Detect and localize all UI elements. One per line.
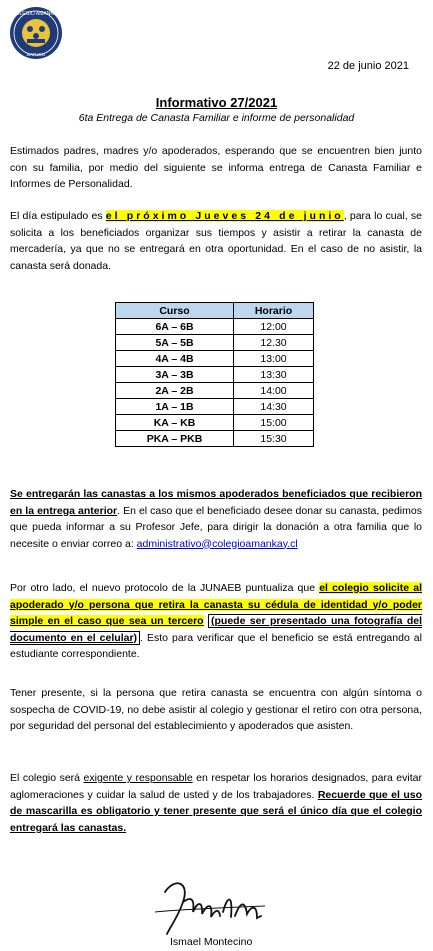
header-horario: Horario <box>234 303 314 319</box>
signature-image <box>145 872 275 942</box>
paragraph-junaeb <box>10 580 422 663</box>
date-rest-text: , para lo cual, se solicita a los beneficiados organizar sus tiempos y asistir a retirar la canasta de mercadería, ya que no se entregará en otra oportunidad. En el caso de no asistir, la canasta será donada. <box>10 210 423 272</box>
table-row <box>116 335 314 351</box>
schedule-header-row <box>116 303 314 319</box>
schedule-table <box>115 302 314 447</box>
beneficiaries-notice: Se entregarán las canastas a los mismos apoderados beneficiados que recibieron en la entrega anterior <box>10 488 422 517</box>
course-cell: 2A – 2B <box>116 383 234 399</box>
responsibility-underlined: exigente y responsable <box>83 772 193 784</box>
course-cell: PKA – PKB <box>116 431 234 447</box>
course-cell: 6A – 6B <box>116 319 234 335</box>
school-logo <box>9 6 63 60</box>
paragraph-covid: Tener presente, si la persona que retira canasta se encuentra con algún síntoma o sospecha de COVID-19, no debe asistir al colegio y gestionar el retiro con otra persona, por seguridad del personal del establecimiento y apoderados que asisten. <box>10 687 422 732</box>
logo-subtext: BATUCO <box>26 52 46 57</box>
id-requirement-highlight: el colegio solicite al apoderado y/o persona que retira la canasta su cédula de identidad y/o poder simple en el caso que sea un tercero <box>10 582 423 627</box>
photo-note-boxed: (puede ser presentado una fotografía del documento en el celular) <box>10 615 423 644</box>
signature-name: Ismael Montecino <box>170 936 253 948</box>
table-row <box>116 351 314 367</box>
time-cell: 15:30 <box>234 431 314 447</box>
mask-reminder: Recuerde que el uso de mascarilla es obligatorio y tener presente que será el único día que el colegio entregará las canastas. <box>10 788 423 834</box>
delivery-date-highlight: el próximo Jueves 24 de junio <box>105 210 344 222</box>
course-cell: 4A – 4B <box>116 351 234 367</box>
table-row <box>116 399 314 415</box>
paragraph-responsibility <box>10 770 422 836</box>
email-link[interactable]: administrativo@colegioamankay.cl <box>136 537 298 550</box>
course-cell: 5A – 5B <box>116 335 234 351</box>
document-date: 22 de junio 2021 <box>327 60 409 72</box>
time-cell: 14:30 <box>234 399 314 415</box>
document-title: Informativo 27/2021 <box>155 95 278 110</box>
time-cell: 12:00 <box>234 319 314 335</box>
course-cell: 3A – 3B <box>116 367 234 383</box>
responsibility-middle-text: en respetar los horarios designados, para evitar aglomeraciones y cuidar la salud de usted y de los trabajadores. <box>10 772 422 801</box>
table-row <box>116 415 314 431</box>
date-intro-text: El día estipulado es <box>10 210 106 222</box>
table-row <box>116 383 314 399</box>
document-subtitle: 6ta Entrega de Canasta Familiar e informe de personalidad <box>78 112 355 124</box>
paragraph-greeting: Estimados padres, madres y/o apoderados, esperando que se encuentren bien junto con su familia, por medio del siguiente se informa entrega de Canasta Familiar e Informes de Personalidad. <box>10 145 422 190</box>
logo-text: COLEGIO AMANKAY <box>12 11 60 17</box>
table-row <box>116 319 314 335</box>
course-cell: KA – KB <box>116 415 234 431</box>
time-cell: 13:00 <box>234 351 314 367</box>
table-row <box>116 431 314 447</box>
time-cell: 15:00 <box>234 415 314 431</box>
junaeb-rest-text: . Esto para verificar que el beneficio se está entregando al estudiante correspondiente. <box>10 631 422 660</box>
course-cell: 1A – 1B <box>116 399 234 415</box>
paragraph-date <box>10 208 422 274</box>
time-cell: 12.30 <box>234 335 314 351</box>
junaeb-intro-text: Por otro lado, el nuevo protocolo de la JUNAEB puntualiza que <box>10 582 320 594</box>
time-cell: 14:00 <box>234 383 314 399</box>
table-row <box>116 367 314 383</box>
time-cell: 13:30 <box>234 367 314 383</box>
responsibility-intro-text: El colegio será <box>10 772 84 784</box>
paragraph-beneficiaries <box>10 486 422 552</box>
header-curso: Curso <box>116 303 234 319</box>
beneficiaries-rest-text: . En el caso que el beneficiado desee donar su canasta, pedimos que pueda informar a su Profesor Jefe, para dirigir la donación a otra familia que lo necesite o enviar correo a: <box>10 504 422 550</box>
